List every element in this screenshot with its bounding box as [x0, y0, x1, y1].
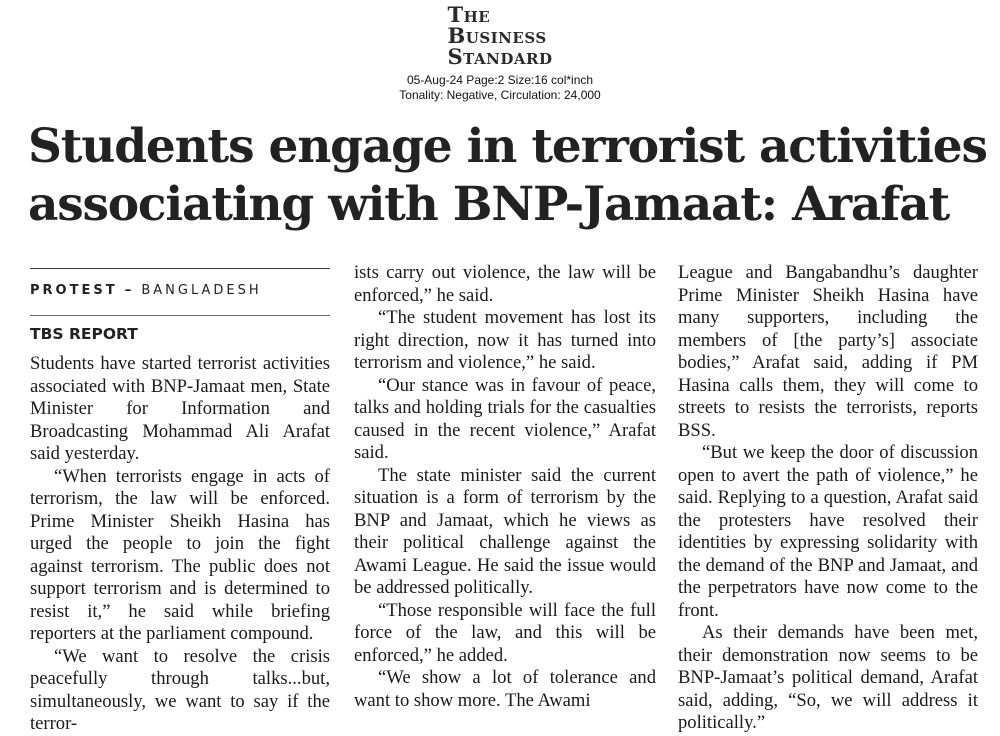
paragraph: “Those responsible will face the full force of the law, and this will be enforced,” he added. [354, 599, 656, 666]
logo-line-3: Standard [447, 44, 553, 69]
masthead [0, 4, 1000, 103]
paragraph: “Our stance was in favour of peace, talks and holding trials for the casualties caused in the recent violence,” Arafat said. [354, 374, 656, 463]
paragraph: As their demands have been met, their demonstration now seems to be BNP-Jamaat’s political demand, Arafat said, adding, “So, we will address it politically.” [678, 622, 978, 733]
headline-line-2: associating with BNP-Jamaat: Arafat [28, 177, 949, 232]
clipping-meta-line-2: Tonality: Negative, Circulation: 24,000 [399, 88, 601, 102]
paragraph: ists carry out violence, the law will be enforced,” he said. [354, 262, 656, 306]
paragraph: “But we keep the door of discussion open to avert the path of violence,” he said. Replying to a question, Arafat said the protesters have resolved their identities by expressing solidarity with the demand of the BNP and Jamaat, and the perpetrators have now come to the front. [678, 442, 978, 621]
article-column-1 [30, 262, 330, 736]
paragraph: “When terrorists engage in acts of terrorism, the law will be enforced. Prime Minister Sheikh Hasina has urged the people to join the fight against terrorism. The public does not support terrorism and is determined to resist it,” he said while briefing reporters at the parliament compound. [30, 465, 330, 644]
article-headline [28, 118, 988, 234]
section-label [30, 269, 330, 315]
paragraph: Students have started terrorist activities associated with BNP-Jamaat men, State Minister for Information and Broadcasting Mohammad Ali Arafat said yesterday. [30, 353, 330, 464]
article-column-3 [678, 262, 978, 735]
paragraph: “We show a lot of tolerance and want to show more. The Awami [354, 667, 656, 711]
logo-line-2: Business [447, 23, 547, 48]
newspaper-logo [448, 4, 553, 67]
subsection-name: BANGLADESH [141, 283, 262, 298]
clipping-meta [0, 73, 1000, 103]
section-name: PROTEST [30, 283, 118, 298]
paragraph: “We want to resolve the crisis peacefully through talks...but, simultaneously, we want to say if the terror- [30, 645, 330, 734]
paragraph: “The student movement has lost its right direction, now it has turned into terrorism and violence,” he said. [354, 307, 656, 373]
byline: TBS REPORT [30, 324, 138, 343]
article-column-2 [354, 262, 656, 712]
logo-line-1: The [447, 2, 491, 27]
paragraph: The state minister said the current situation is a form of terrorism by the BNP and Jamaat, which he views as their political challenge against the Awami League. He said the issue would be addressed politically. [354, 464, 656, 598]
headline-line-1: Students engage in terrorist activities [28, 119, 987, 174]
section-separator: – [124, 283, 135, 298]
clipping-meta-line-1: 05-Aug-24 Page:2 Size:16 col*inch [406, 73, 594, 87]
paragraph: League and Bangabandhu’s daughter Prime Minister Sheikh Hasina have many supporters, including the members of [the party’s] associate bodies,” Arafat said, adding if PM Hasina calls them, they will come to streets to resists the terrorists, reports BSS. [678, 262, 978, 441]
